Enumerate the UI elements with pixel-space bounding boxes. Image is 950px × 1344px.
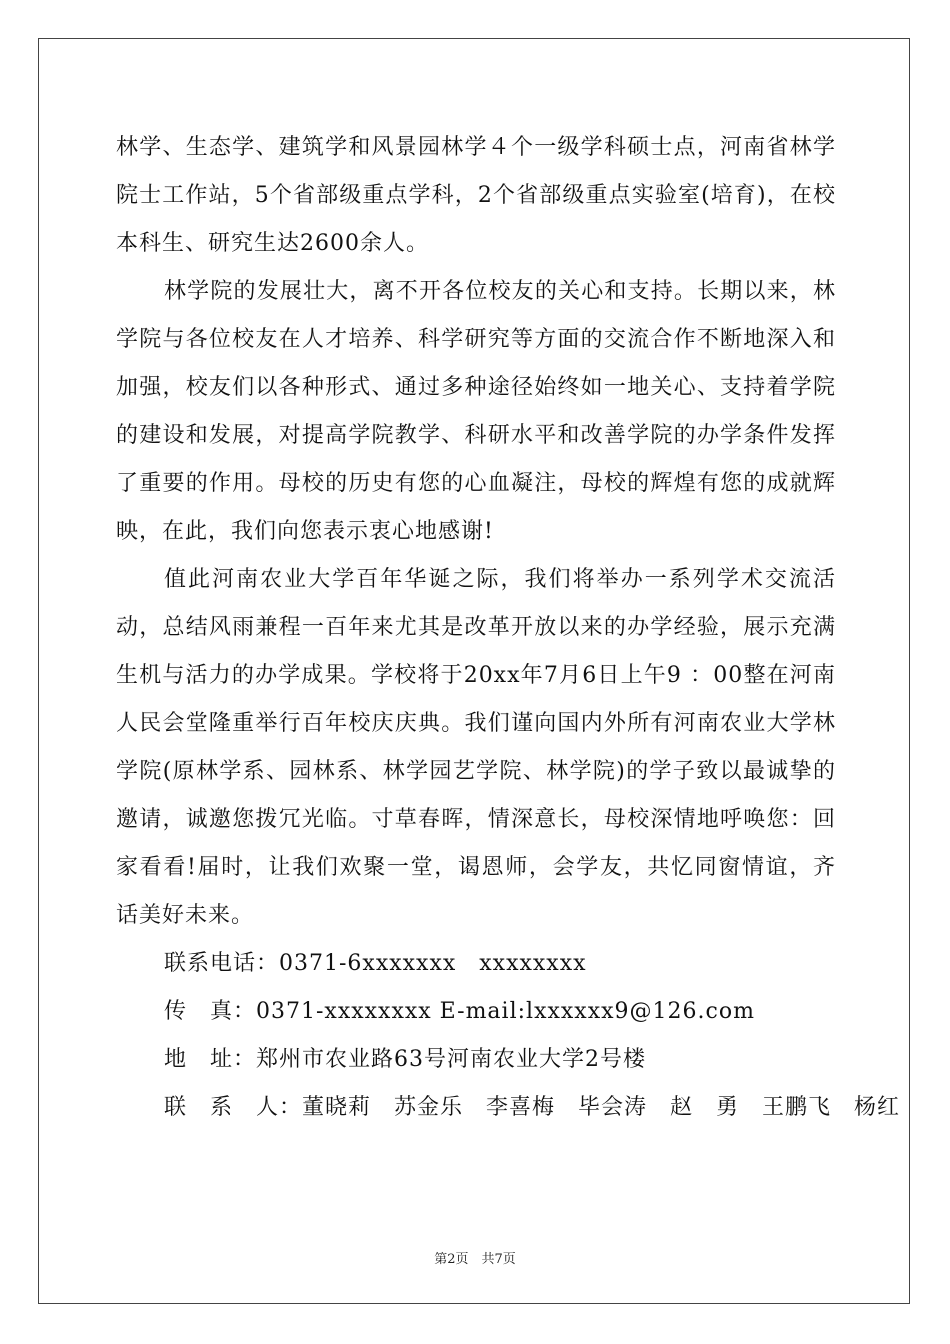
contact-phone: 联系电话：0371-6xxxxxxx xxxxxxxx: [164, 951, 587, 976]
page-number-footer: 第2页 共7页: [434, 1252, 516, 1267]
contact-fax-email: 传 真：0371-xxxxxxxx E-mail:lxxxxxx9@126.com: [164, 999, 755, 1024]
document-body: [116, 124, 901, 1132]
paragraph-disciplines: 林学、生态学、建筑学和风景园林学４个一级学科硕士点，河南省林学院士工作站，5个省部级重点学科，2个省部级重点实验室(培育)，在校本科生、研究生达2600余人。: [116, 135, 836, 256]
paragraph-alumni-thanks: 林学院的发展壮大，离不开各位校友的关心和支持。长期以来，林学院与各位校友在人才培养、科学研究等方面的交流合作不断地深入和加强，校友们以各种形式、通过多种途径始终如一地关心、支持着学院的建设和发展，对提高学院教学、科研水平和改善学院的办学条件发挥了重要的作用。母校的历史有您的心血凝注，母校的辉煌有您的成就辉映，在此，我们向您表示衷心地感谢!: [116, 279, 836, 544]
contact-persons: 联 系 人：董晓莉 苏金乐 李喜梅 毕会涛 赵 勇 王鹏飞 杨红: [164, 1095, 901, 1120]
paragraph-centennial-invitation: 值此河南农业大学百年华诞之际，我们将举办一系列学术交流活动，总结风雨兼程一百年来尤其是改革开放以来的办学经验，展示充满生机与活力的办学成果。学校将于20xx年7月6日上午9 ：00整在河南人民会堂隆重举行百年校庆庆典。我们谨向国内外所有河南农业大学林学院(原林学系、园林系、林学园艺学院、林学院)的学子致以最诚挚的邀请，诚邀您拨冗光临。寸草春晖，情深意长，母校深情地呼唤您：回家看看!届时，让我们欢聚一堂，谒恩师，会学友，共忆同窗情谊，齐话美好未来。: [116, 567, 836, 928]
contact-address: 地 址：郑州市农业路63号河南农业大学2号楼: [164, 1047, 646, 1072]
